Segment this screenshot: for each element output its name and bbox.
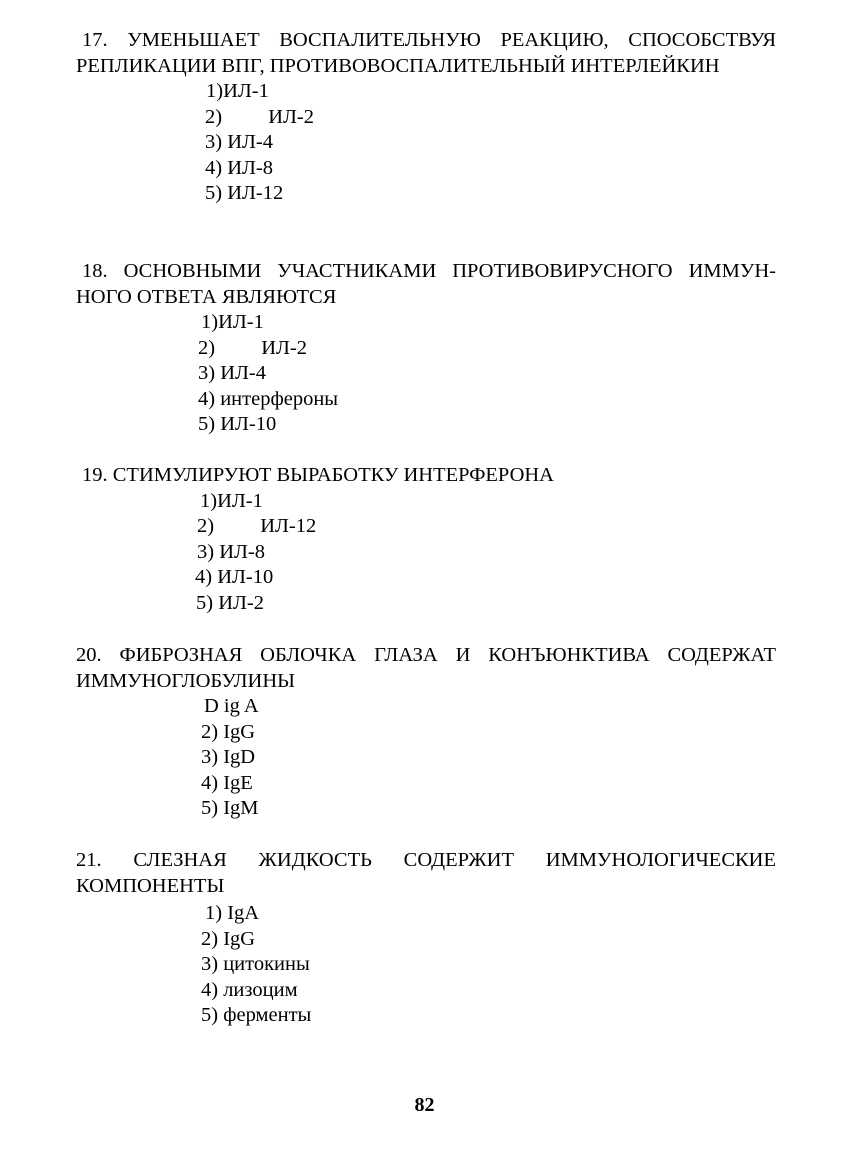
- answer-options: [76, 489, 776, 617]
- answer-options: [76, 79, 776, 207]
- answer-option: 5) ИЛ-10: [198, 413, 277, 436]
- answer-option: 4) ИЛ-8: [205, 156, 273, 179]
- answer-option: 1) IgA: [205, 902, 260, 924]
- answer-option: 2) ИЛ-2: [205, 105, 314, 128]
- question-stem: 20. ФИБРОЗНАЯ ОБЛОЧКА ГЛАЗА И КОНЪЮНКТИВА СОДЕРЖАТ ИММУНОГЛОБУЛИНЫ: [76, 644, 776, 692]
- answer-option: 3) IgD: [201, 746, 256, 769]
- answer-option: 1)ИЛ-1: [200, 489, 263, 512]
- answer-option: D ig A: [204, 695, 259, 717]
- answer-option: 5) ИЛ-12: [205, 182, 284, 205]
- answer-option: 4) интерфероны: [198, 387, 339, 410]
- question-20: [76, 643, 776, 822]
- answer-option: 2) ИЛ-12: [197, 515, 317, 538]
- answer-option: 3) ИЛ-8: [197, 540, 265, 563]
- question-21: [76, 848, 776, 1029]
- answer-option: 5) ИЛ-2: [196, 591, 264, 614]
- question-18: [76, 259, 776, 438]
- answer-option: 3) ИЛ-4: [205, 131, 273, 154]
- answer-option: 2) IgG: [201, 720, 256, 743]
- answer-options: [76, 694, 776, 822]
- answer-options: [76, 310, 776, 438]
- answer-option: 2) IgG: [201, 927, 256, 950]
- answer-option: 2) ИЛ-2: [198, 336, 307, 359]
- answer-option: 4) IgE: [201, 771, 253, 794]
- question-stem: 17. УМЕНЬШАЕТ ВОСПАЛИТЕЛЬНУЮ РЕАКЦИЮ, СПОСОБСТВУЯ РЕПЛИКАЦИИ ВПГ, ПРОТИВОВОСПАЛИТЕЛЬНЫЙ ИНТЕРЛЕЙКИН: [76, 29, 776, 77]
- answer-option: 1)ИЛ-1: [201, 311, 264, 333]
- answer-option: 1)ИЛ-1: [206, 80, 269, 102]
- answer-option: 3) цитокины: [201, 953, 310, 976]
- question-stem: 18. ОСНОВНЫМИ УЧАСТНИКАМИ ПРОТИВОВИРУСНОГО ИММУН-НОГО ОТВЕТА ЯВЛЯЮТСЯ: [76, 260, 776, 308]
- answer-options: [76, 901, 776, 1029]
- question-19: [76, 463, 776, 616]
- answer-option: 3) ИЛ-4: [198, 362, 266, 385]
- answer-option: 4) ИЛ-10: [195, 566, 274, 589]
- page-number: 82: [414, 1094, 435, 1116]
- question-stem: 21. СЛЕЗНАЯ ЖИДКОСТЬ СОДЕРЖИТ ИММУНОЛОГИЧЕСКИЕ КОМПОНЕНТЫ: [76, 849, 776, 897]
- question-17: [76, 28, 776, 207]
- answer-option: 4) лизоцим: [201, 978, 298, 1001]
- answer-option: 5) ферменты: [201, 1004, 312, 1027]
- answer-option: 5) IgM: [201, 797, 259, 820]
- question-stem: 19. СТИМУЛИРУЮТ ВЫРАБОТКУ ИНТЕРФЕРОНА: [82, 464, 554, 486]
